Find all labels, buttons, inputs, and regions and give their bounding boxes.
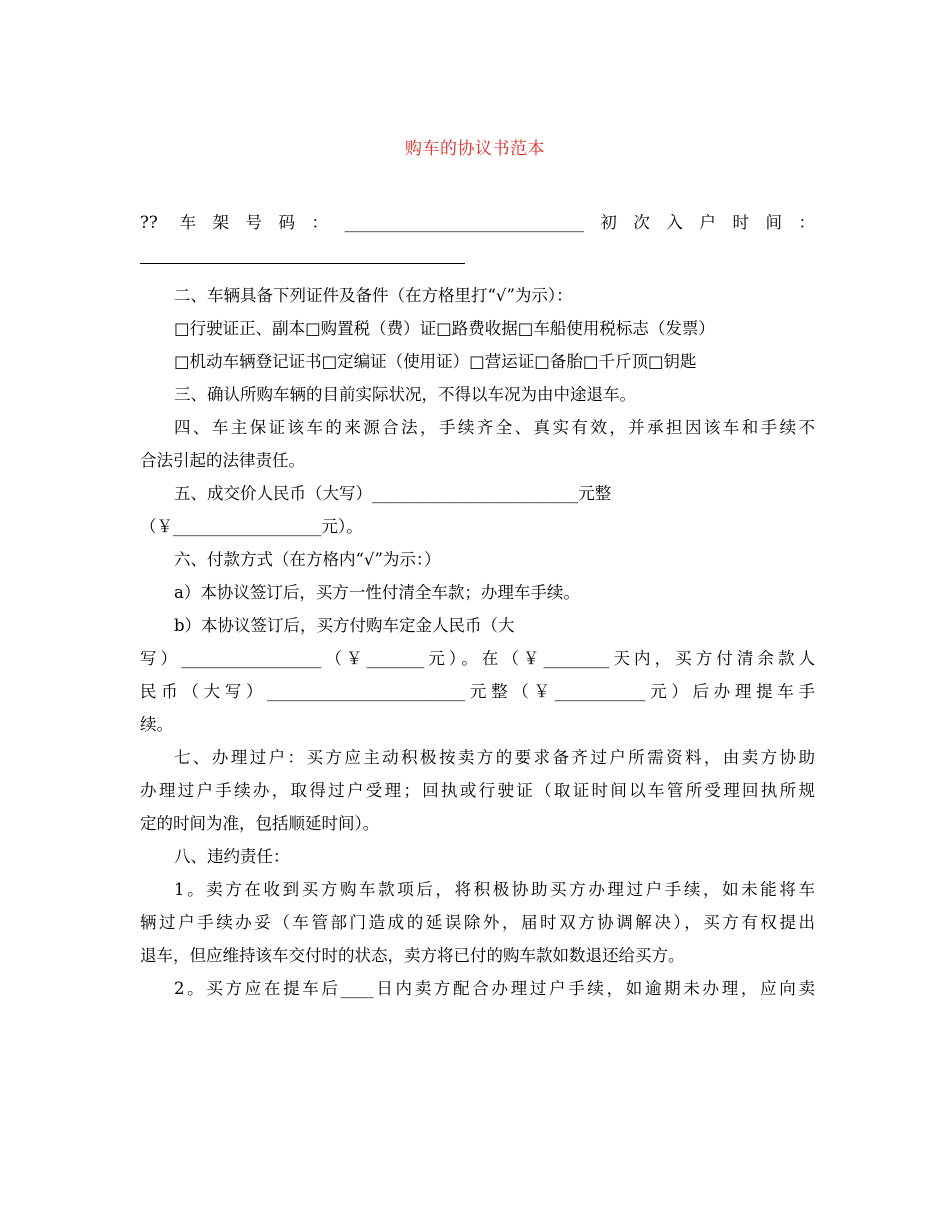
liability-1-line-3: 退车，但应维持该车交付时的状态，卖方将已付的购车款如数退还给买方。	[140, 946, 685, 965]
liability-2-line-1: 2。买方应在提车后____日内卖方配合办理过户手续，如逾期未办理，应向卖	[174, 979, 815, 998]
liability-1-line-1: 1。卖方在收到买方购车款项后，将积极协助买方办理过户手续，如未能将车	[174, 880, 815, 899]
section-7-line-3: 定的时间为准，包括顺延时间）。	[140, 814, 380, 833]
payment-option-b-line-4: 续。	[140, 715, 173, 734]
section-8-heading: 八、违约责任：	[174, 847, 290, 866]
liability-1-line-2: 辆过户手续办妥（车管部门造成的延误除外，届时双方协调解决），买方有权提出	[140, 913, 815, 932]
section-5-line-1: 五、成交价人民币（大写）_________________________元整	[174, 484, 612, 503]
vin-line: ?? 车架号码：_____________________________初次入户时间：	[140, 213, 815, 232]
section-4-line-1: 四、车主保证该车的来源合法，手续齐全、真实有效，并承担因该车和手续不	[174, 418, 815, 437]
documents-checklist-2: □机动车辆登记证书□定编证（使用证）□营运证□备胎□千斤顶□钥匙	[174, 352, 697, 371]
document-body	[140, 206, 815, 1005]
blank-underline	[140, 239, 815, 272]
underline-rule	[140, 263, 465, 264]
payment-option-b-line-1: b）本协议签订后，买方付购车定金人民币（大	[174, 616, 515, 635]
payment-option-b-line-2: 写）_________________（￥_______元）。在（￥________天内，买方付清余款人	[140, 649, 815, 668]
payment-option-b-line-3: 民币（大写）________________________元整（￥___________元）后办理提车手	[140, 682, 815, 701]
payment-option-a: a）本协议签订后，买方一性付清全车款；办理车手续。	[174, 583, 580, 602]
section-2-heading: 二、车辆具备下列证件及备件（在方格里打“√”为示）：	[174, 286, 573, 305]
section-3: 三、确认所购车辆的目前实际状况，不得以车况为由中途退车。	[174, 385, 636, 404]
documents-checklist-1: □行驶证正、副本□购置税（费）证□路费收据□车船使用税标志（发票）	[174, 319, 715, 338]
section-4-line-2: 合法引起的法律责任。	[140, 451, 305, 470]
section-7-line-1: 七、办理过户：买方应主动积极按卖方的要求备齐过户所需资料，由卖方协助	[174, 748, 815, 767]
document-title: 购车的协议书范本	[405, 139, 545, 159]
section-6-heading: 六、付款方式（在方格内“√”为示：）	[174, 550, 441, 569]
section-7-line-2: 办理过户手续办，取得过户受理；回执或行驶证（取证时间以车管所受理回执所规	[140, 781, 815, 800]
section-5-line-2: （￥__________________元）。	[140, 517, 363, 536]
